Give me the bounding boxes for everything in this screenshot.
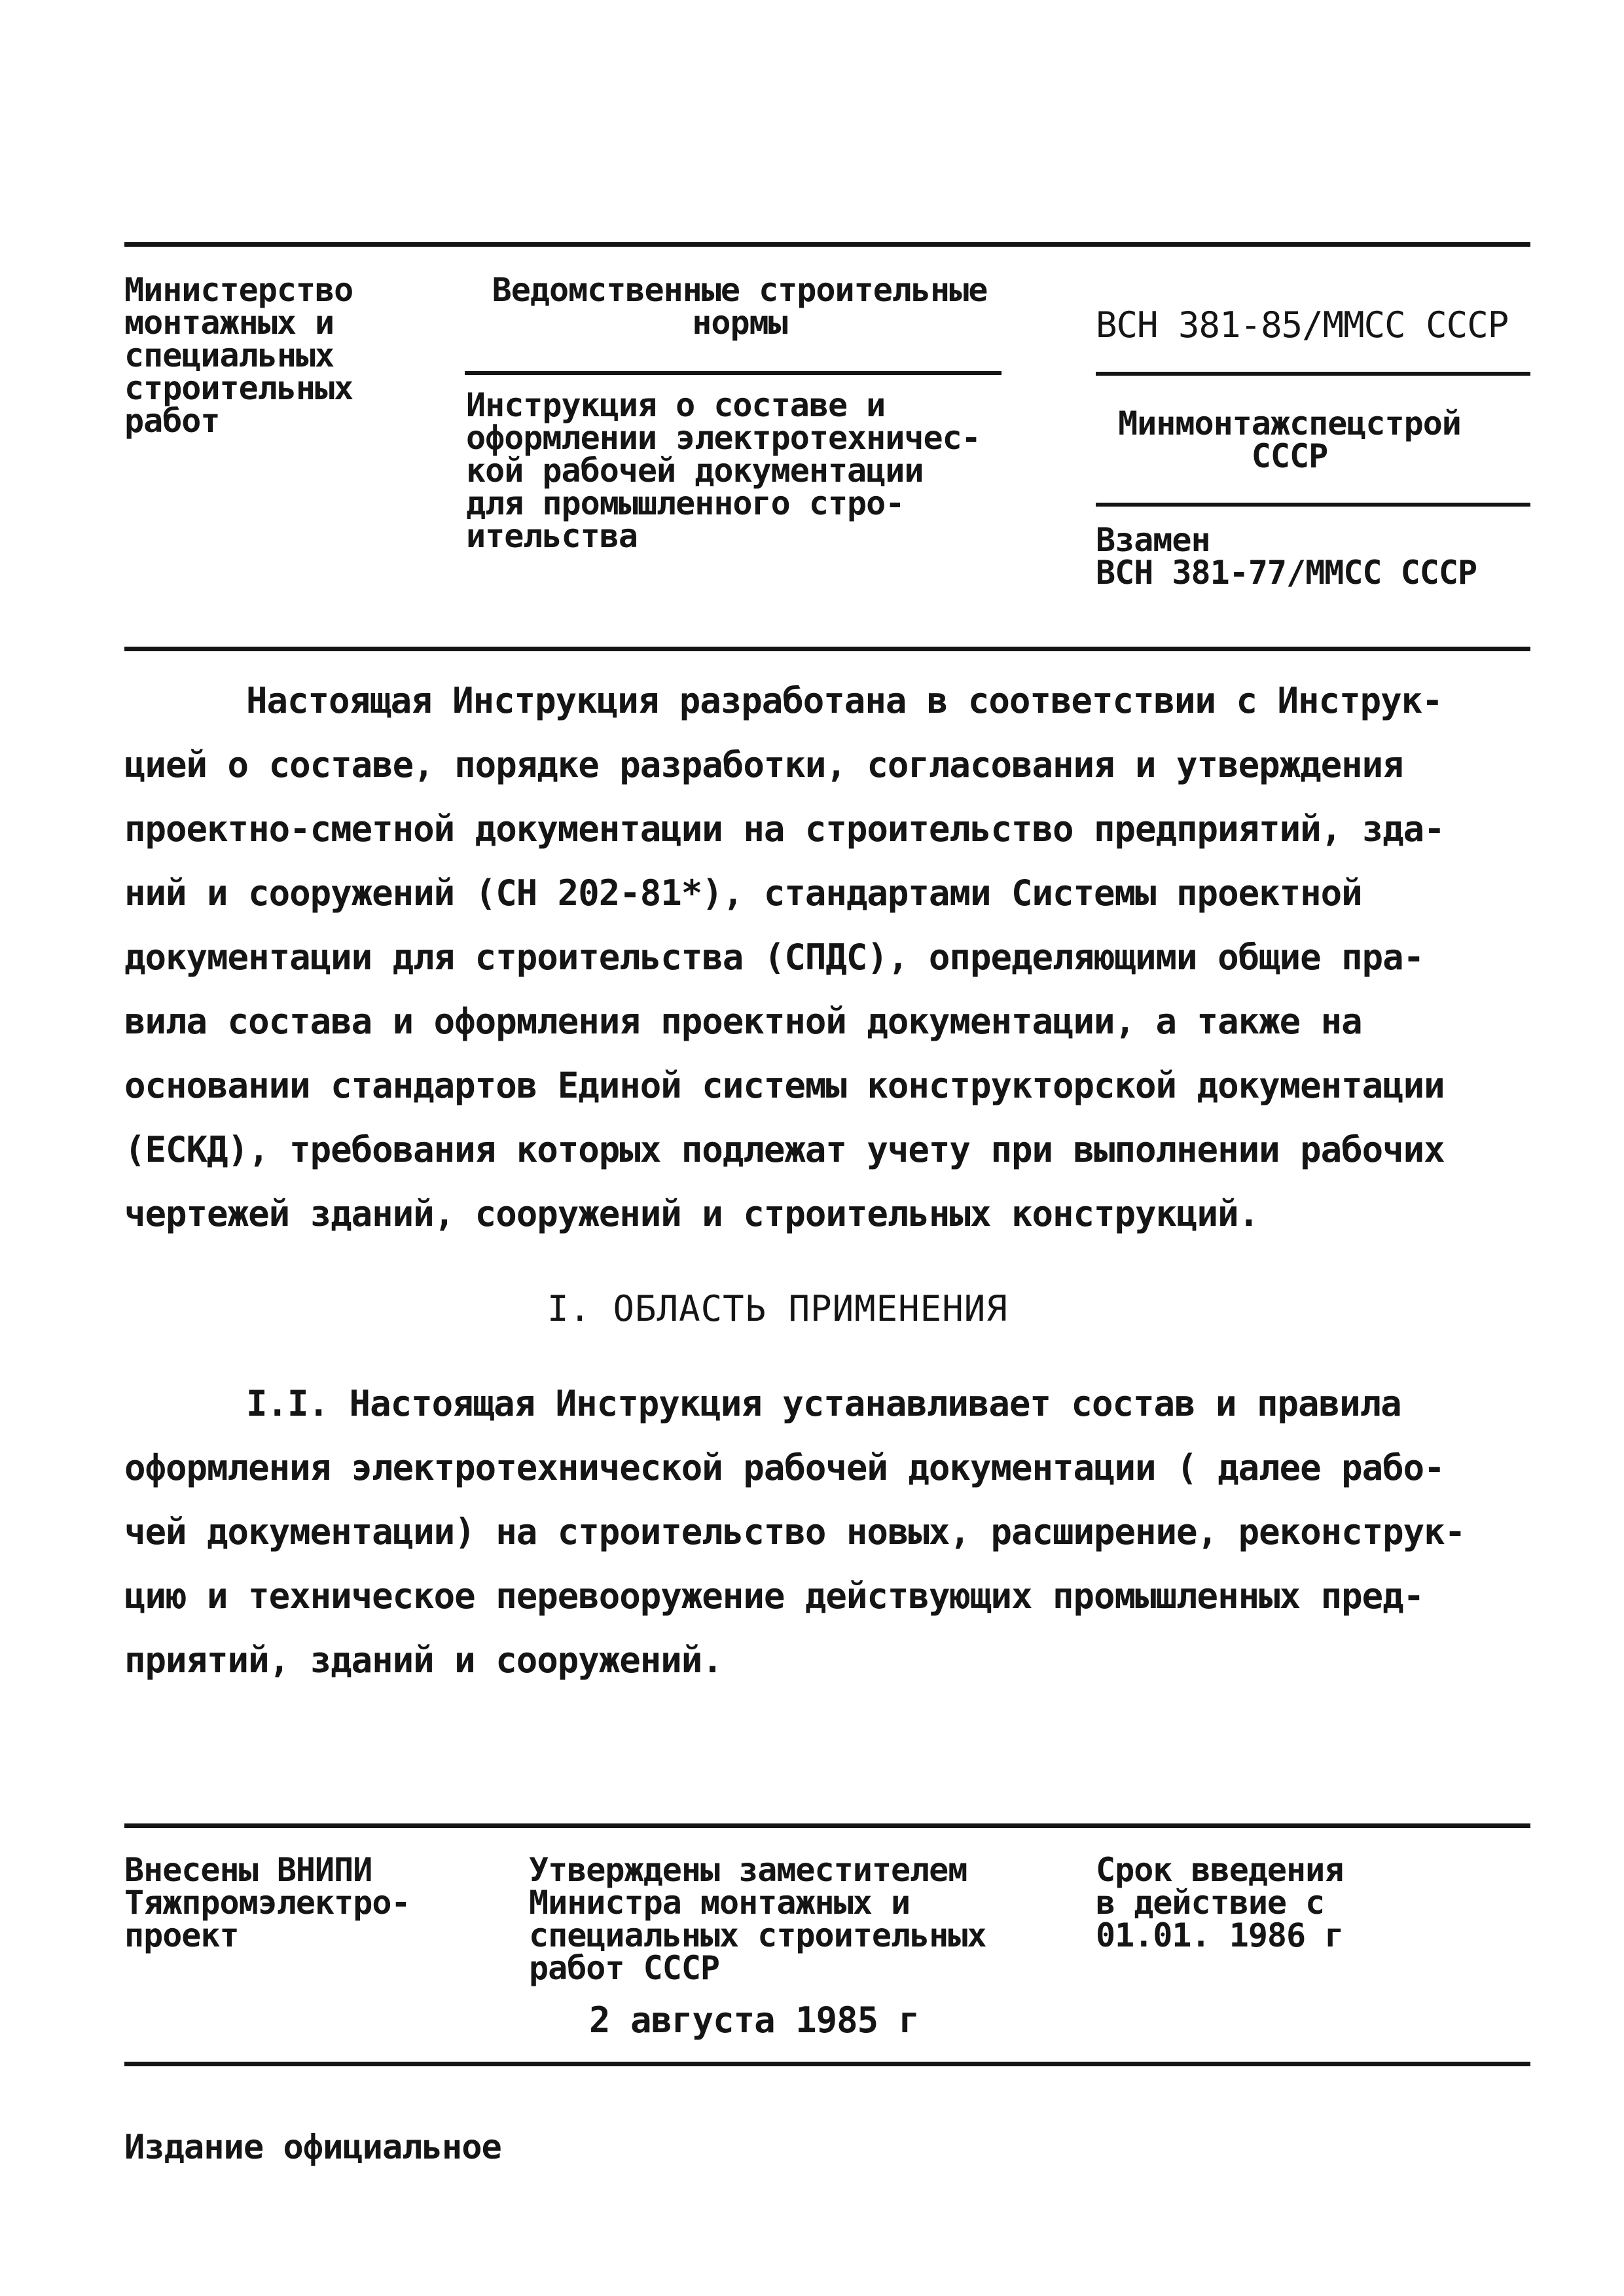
intro-line-9: чертежей зданий, сооружений и строительных конструкций. bbox=[124, 1193, 1259, 1234]
norms-type: Ведомственные строительные нормы bbox=[492, 271, 988, 342]
intro-line-4: ний и сооружений (СН 202-81*), стандартами Системы проектной bbox=[124, 872, 1362, 914]
right-rule-2 bbox=[1096, 503, 1530, 507]
section-line-1: I.I. Настоящая Инструкция устанавливает состав и правила bbox=[246, 1383, 1401, 1424]
intro-line-6: вила состава и оформления проектной документации, а также на bbox=[124, 1001, 1362, 1042]
intro-line-5: документации для строительства (СПДС), определяющими общие пра- bbox=[124, 937, 1424, 978]
section-line-5: приятий, зданий и сооружений. bbox=[124, 1640, 723, 1681]
section-title: I. ОБЛАСТЬ ПРИМЕНЕНИЯ bbox=[547, 1288, 1008, 1329]
right-rule-1 bbox=[1096, 372, 1530, 376]
section-line-4: цию и техническое перевооружение действующих промышленных пред- bbox=[124, 1575, 1424, 1617]
approval-date: 2 августа 1985 г bbox=[589, 2000, 920, 2041]
document-code: ВСН 381-85/ММСС СССР bbox=[1096, 304, 1509, 346]
issuing-agency: Минмонтажспецстрой СССР bbox=[1118, 404, 1461, 475]
header-bottom-rule bbox=[124, 647, 1530, 651]
section-line-2: оформления электротехнической рабочей документации ( далее рабо- bbox=[124, 1447, 1445, 1488]
footer-bottom-rule bbox=[124, 2062, 1530, 2066]
footer-top-rule bbox=[124, 1823, 1530, 1828]
replaces-note: Взамен ВСН 381-77/ММСС СССР bbox=[1096, 521, 1477, 592]
intro-line-3: проектно-сметной документации на строительство предприятий, зда- bbox=[124, 808, 1445, 850]
intro-line-8: (ЕСКД), требования которых подлежат учету при выполнении рабочих bbox=[124, 1129, 1445, 1170]
ministry-name: Министерство монтажных и специальных строительных работ bbox=[124, 271, 353, 440]
effective-date: Срок введения в действие с 01.01. 1986 г bbox=[1096, 1851, 1344, 1954]
edition-note: Издание официальное bbox=[124, 2128, 501, 2167]
instruction-title: Инструкция о составе и оформлении электротехничес- кой рабочей документации для промышленного стро- ительства bbox=[466, 386, 981, 555]
top-rule bbox=[124, 242, 1530, 247]
middle-rule bbox=[465, 371, 1001, 375]
section-line-3: чей документации) на строительство новых, расширение, реконструк- bbox=[124, 1511, 1466, 1552]
approved-by: Утверждены заместителем Министра монтажных и специальных строительных работ СССР bbox=[529, 1851, 986, 1987]
submitted-by: Внесены ВНИПИ Тяжпромэлектро- проект bbox=[124, 1851, 410, 1954]
intro-line-7: основании стандартов Единой системы конструкторской документации bbox=[124, 1065, 1445, 1106]
intro-line-2: цией о составе, порядке разработки, согласования и утверждения bbox=[124, 744, 1403, 785]
intro-line-1: Настоящая Инструкция разработана в соответствии с Инструк- bbox=[246, 680, 1443, 721]
